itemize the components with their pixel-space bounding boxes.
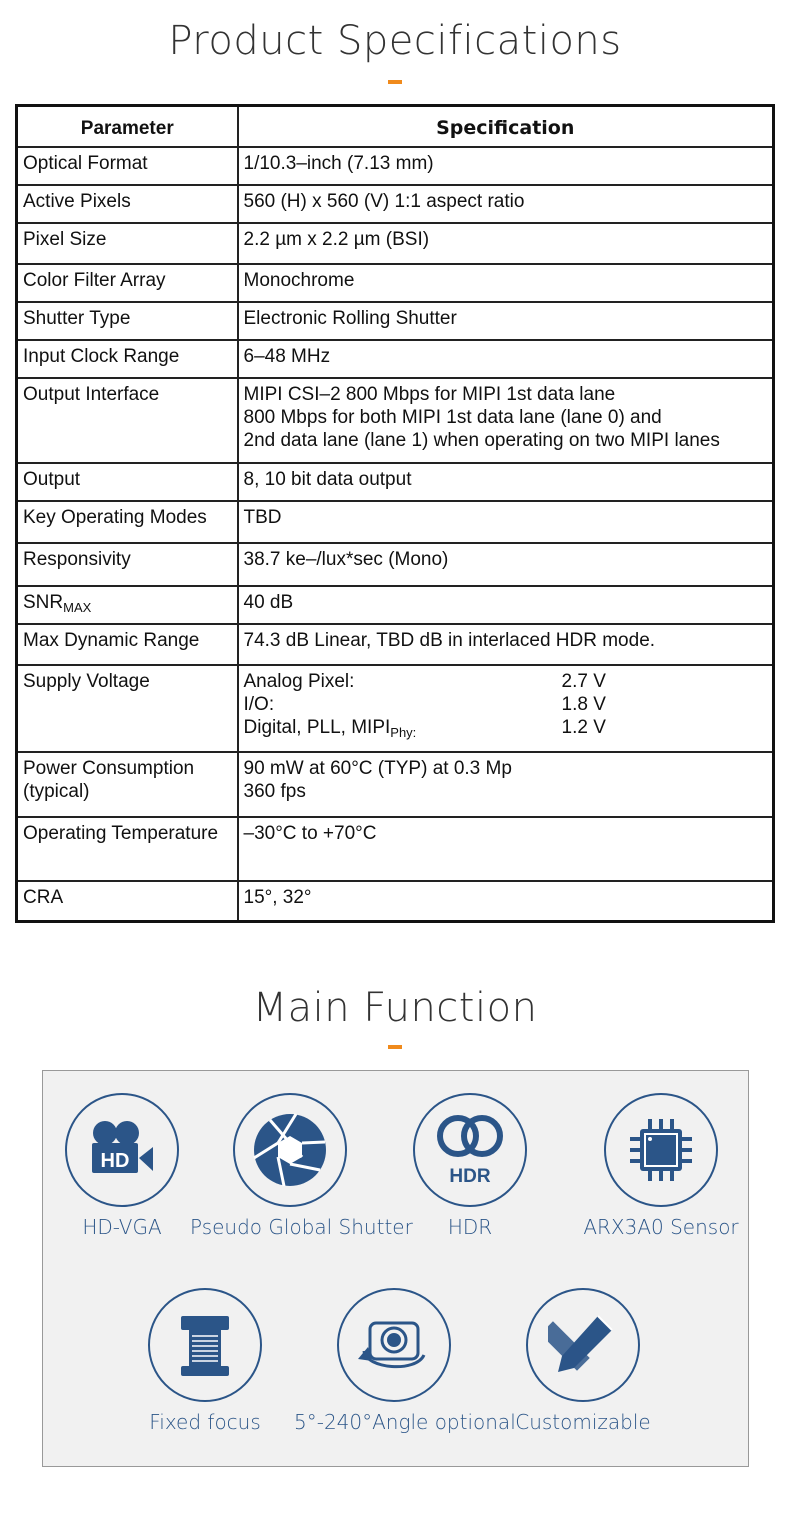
specification-line: 74.3 dB Linear, TBD dB in interlaced HDR mode. [243,629,656,651]
table-row [17,624,774,665]
specification-cell [238,665,774,752]
parameter-cell [17,665,238,752]
specification-line: Monochrome [243,269,355,291]
parameter-cell [17,881,238,922]
function-accent-bar [388,1045,402,1049]
specification-line: MIPI CSI–2 800 Mbps for MIPI 1st data lane [243,383,616,405]
feature-fixed-focus [105,1288,305,1434]
table-row [17,501,774,543]
specification-line: 15°, 32° [243,886,312,908]
supply-name: Analog Pixel: [243,670,355,692]
camera-rotate-icon [337,1288,451,1402]
lens-icon [148,1288,262,1402]
specification-line: 560 (H) x 560 (V) 1:1 aspect ratio [243,190,525,212]
parameter-cell [17,624,238,665]
table-row [17,543,774,586]
parameter-subscript: MAX [63,599,92,615]
specification-cell [238,752,774,817]
specification-cell [238,223,774,264]
parameter-cell [17,223,238,264]
parameter-cell [17,302,238,340]
parameter-cell [17,185,238,223]
parameter-name: Output Interface [23,383,160,405]
spec-title: Product Specifications [168,18,622,64]
table-row [17,223,774,264]
table-row [17,340,774,378]
table-row [17,817,774,881]
table-row [17,881,774,922]
specification-line: 1/10.3–inch (7.13 mm) [243,152,434,174]
specification-line: –30°C to +70°C [243,822,377,844]
specification-line: Electronic Rolling Shutter [243,307,457,329]
feature-label: Pseudo Global Shutter [190,1215,413,1239]
specification-line: 6–48 MHz [243,345,331,367]
supply-name: Digital, PLL, MIPI [243,716,391,738]
parameter-name: Color Filter Array [23,269,166,291]
table-row [17,378,774,463]
parameter-name: Optical Format [23,152,148,174]
feature-angle-optional [294,1288,516,1434]
parameter-cell [17,586,238,624]
specification-cell [238,586,774,624]
parameter-name: Responsivity [23,548,131,570]
parameter-name: Key Operating Modes [23,506,207,528]
specification-line: 38.7 ke–/lux*sec (Mono) [243,548,449,570]
chip-icon [604,1093,718,1207]
parameter-cell [17,543,238,586]
specification-line: 8, 10 bit data output [243,468,412,490]
shutter-icon [233,1093,347,1207]
specification-cell [238,501,774,543]
title-accent-bar [388,80,402,84]
parameter-name: Max Dynamic Range [23,629,200,651]
table-row [17,463,774,501]
specification-line: 2nd data lane (lane 1) when operating on two MIPI lanes [243,429,720,451]
specification-line: 40 dB [243,591,294,613]
specification-cell [238,185,774,223]
feature-label: HDR [447,1215,493,1239]
specification-cell [238,543,774,586]
parameter-cell [17,264,238,302]
parameter-name: SNR [23,591,64,613]
feature-label: HD-VGA [82,1215,162,1239]
pencil-ruler-icon [526,1288,640,1402]
feature-pseudo-global-shutter [190,1093,413,1239]
feature-label: Fixed focus [149,1410,261,1434]
table-row [17,147,774,185]
specification-cell [238,463,774,501]
table-row [17,302,774,340]
function-title: Main Function [252,985,538,1031]
table-row [17,665,774,752]
parameter-name: Active Pixels [23,190,131,212]
feature-customizable [483,1288,683,1434]
parameter-name: Input Clock Range [23,345,180,367]
parameter-name: Pixel Size [23,228,107,250]
supply-name: I/O: [243,693,275,715]
parameter-cell [17,463,238,501]
table-row [17,185,774,223]
specification-cell [238,881,774,922]
parameter-name: CRA [23,886,64,908]
specification-line: 360 fps [243,780,306,802]
specification-cell [238,378,774,463]
svg-text:HDR: HDR [449,1166,491,1187]
feature-arx3a0-sensor [561,1093,761,1239]
table-row [17,264,774,302]
parameter-cell [17,147,238,185]
specification-line: 90 mW at 60°C (TYP) at 0.3 Mp [243,757,512,779]
feature-label: ARX3A0 Sensor [583,1215,739,1239]
specification-cell [238,340,774,378]
specification-line: 800 Mbps for both MIPI 1st data lane (lane 0) and [243,406,662,428]
specification-line: 2.2 µm x 2.2 µm (BSI) [243,228,430,250]
specification-cell [238,624,774,665]
specification-cell [238,264,774,302]
table-row [17,752,774,817]
parameter-name: Supply Voltage [23,670,150,692]
supply-value: 1.2 V [561,716,606,738]
specification-cell [238,302,774,340]
feature-label: 5°-240°Angle optional [294,1410,516,1434]
parameter-name: Power Consumption (typical) [23,757,195,802]
specification-cell [238,147,774,185]
supply-subscript: Phy: [390,724,417,740]
header-specification: Specification [238,106,774,147]
svg-text:HD: HD [100,1150,130,1172]
table-row [17,586,774,624]
parameter-cell [17,817,238,881]
header-parameter: Parameter [17,106,238,147]
feature-label: Customizable [515,1410,651,1434]
hdr-icon [413,1093,527,1207]
parameter-cell [17,378,238,463]
parameter-cell [17,340,238,378]
hd-camera-icon [65,1093,179,1207]
supply-value: 1.8 V [561,693,606,715]
feature-hdr [370,1093,570,1239]
specification-cell [238,817,774,881]
parameter-cell [17,501,238,543]
parameter-name: Output [23,468,81,490]
parameter-name: Shutter Type [23,307,131,329]
specification-line: TBD [243,506,282,528]
spec-table [15,104,775,923]
supply-value: 2.7 V [561,670,606,692]
parameter-name: Operating Temperature [23,822,219,844]
parameter-cell [17,752,238,817]
